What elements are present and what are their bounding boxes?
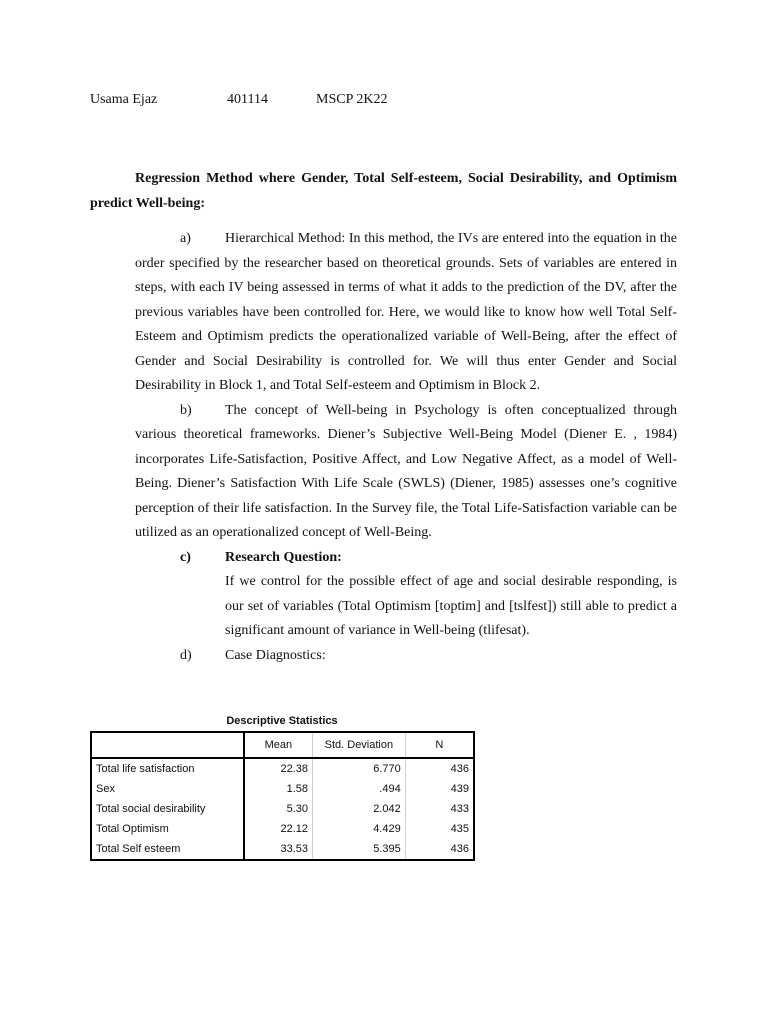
table-row [91, 819, 474, 839]
table-title: Descriptive Statistics [226, 715, 338, 727]
cell-mean: 33.53 [244, 839, 313, 860]
section-heading-text: Regression Method where Gender, Total Self-esteem, Social Desirability, and Optimism predict Well-being: [90, 171, 677, 211]
list-item-a [135, 227, 677, 399]
row-label: Total Optimism [91, 819, 244, 839]
author-name: Usama Ejaz [90, 92, 158, 107]
cell-std-deviation: 4.429 [313, 819, 406, 839]
item-list [135, 227, 677, 668]
cell-mean: 5.30 [244, 799, 313, 819]
table-row [91, 799, 474, 819]
cell-std-deviation: .494 [313, 779, 406, 799]
table-row [91, 839, 474, 860]
section-heading [90, 166, 677, 216]
list-marker: a) [180, 231, 191, 246]
column-header-std-deviation: Std. Deviation [313, 732, 406, 758]
list-item-text: Case Diagnostics: [225, 647, 326, 663]
cell-n: 436 [405, 839, 474, 860]
cell-std-deviation: 5.395 [313, 839, 406, 860]
research-question-text: If we control for the possible effect of age and social desirable responding, is our set of variables (Total Optimism [toptim] and [tslfest]) still able to predict a significant amount of variance in Well-being (tlifesat). [225, 574, 677, 638]
row-label: Total Self esteem [91, 839, 244, 860]
table-corner [91, 732, 244, 758]
list-marker: c) [180, 549, 191, 565]
cell-n: 439 [405, 779, 474, 799]
cell-n: 435 [405, 819, 474, 839]
column-header-mean: Mean [244, 732, 313, 758]
row-label: Sex [91, 779, 244, 799]
program-code: MSCP 2K22 [316, 92, 388, 107]
cell-mean: 22.38 [244, 758, 313, 779]
list-item-d [135, 644, 677, 669]
stats-table [90, 731, 475, 861]
cell-n: 433 [405, 799, 474, 819]
descriptive-statistics-table [90, 714, 475, 861]
student-id: 401114 [227, 92, 268, 107]
cell-std-deviation: 2.042 [313, 799, 406, 819]
row-label: Total social desirability [91, 799, 244, 819]
list-item-text: The concept of Well-being in Psychology is often conceptualized through various theoretical frameworks. Diener’s Subjective Well-Being Model (Diener E. , 1984) incorporates Life-Satisfaction, Positive Affect, and Low Negative Affect, as a model of Well-Being. Diener’s Satisfaction With Life Scale (SWLS) (Diener, 1985) assesses one’s cognitive perception of their life satisfaction. In the Survey file, the Total Life-Satisfaction variable can be utilized as an operationalized concept of Well-Being. [135, 402, 677, 540]
table-row [91, 758, 474, 779]
row-label: Total life satisfaction [91, 758, 244, 779]
research-question-title: Research Question: [225, 549, 342, 565]
list-marker: b) [180, 402, 192, 418]
list-item-text: Hierarchical Method: In this method, the IVs are entered into the equation in the order specified by the researcher based on theoretical grounds. Sets of variables are entered in steps, with each IV being assessed in terms of what it adds to the prediction of the DV, after the previous variables have been controlled for. Here, we would like to know how well Total Self-Esteem and Optimism predicts the operationalized variable of Well-Being, after the effect of Gender and Social Desirability is controlled for. We will thus enter Gender and Social Desirability in Block 1, and Total Self-esteem and Optimism in Block 2. [135, 231, 677, 393]
table-row [91, 779, 474, 799]
list-item-b [135, 399, 677, 546]
cell-mean: 1.58 [244, 779, 313, 799]
cell-mean: 22.12 [244, 819, 313, 839]
cell-n: 436 [405, 758, 474, 779]
cell-std-deviation: 6.770 [313, 758, 406, 779]
list-marker: d) [180, 647, 192, 663]
column-header-n: N [405, 732, 474, 758]
list-item-c [135, 546, 677, 644]
